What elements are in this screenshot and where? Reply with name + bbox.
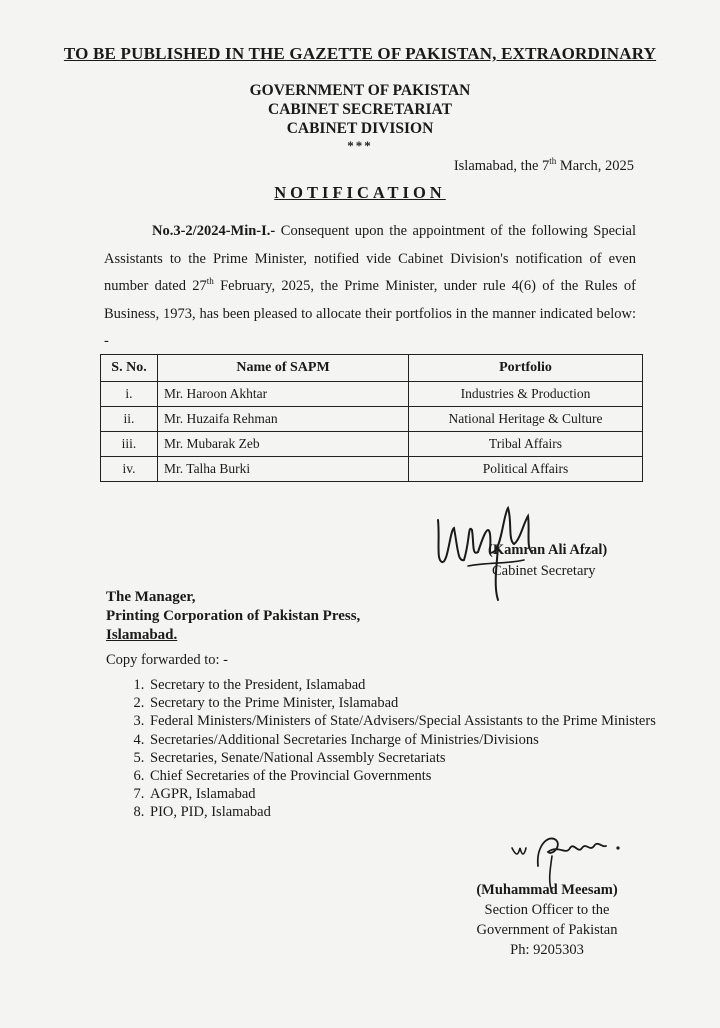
column-header-name: Name of SAPM bbox=[158, 355, 409, 382]
signatory-title-line-1: Section Officer to the bbox=[484, 902, 610, 918]
row-number: i. bbox=[101, 382, 158, 407]
reference-number: No.3-2/2024-Min-I.- bbox=[152, 223, 276, 239]
signatory-title: Cabinet Secretary bbox=[492, 563, 596, 579]
sapm-name: Mr. Talha Burki bbox=[158, 457, 409, 482]
row-number: ii. bbox=[101, 407, 158, 432]
sapm-name: Mr. Haroon Akhtar bbox=[158, 382, 409, 407]
division-heading: CABINET DIVISION bbox=[286, 120, 434, 137]
distribution-list bbox=[126, 676, 668, 822]
copy-forwarded-label: Copy forwarded to: - bbox=[106, 652, 229, 668]
addressee-line-1: The Manager, bbox=[106, 589, 196, 605]
signatory-name: (Kamran Ali Afzal) bbox=[488, 542, 608, 558]
list-item: 4. Secretaries/Additional Secretaries Incharge of Ministries/Divisions bbox=[148, 731, 668, 749]
table-header-row bbox=[101, 355, 643, 382]
list-item: 6. Chief Secretaries of the Provincial Governments bbox=[148, 767, 668, 785]
table-row bbox=[101, 457, 643, 482]
column-header-portfolio: Portfolio bbox=[409, 355, 643, 382]
notification-title: NOTIFICATION bbox=[274, 183, 446, 202]
portfolio-table bbox=[100, 354, 643, 482]
portfolio: Political Affairs bbox=[409, 457, 643, 482]
portfolio: National Heritage & Culture bbox=[409, 407, 643, 432]
list-item: 8. PIO, PID, Islamabad bbox=[148, 803, 668, 821]
portfolio: Industries & Production bbox=[409, 382, 643, 407]
list-item: 1. Secretary to the President, Islamabad bbox=[148, 676, 668, 694]
phone-number: Ph: 9205303 bbox=[510, 942, 584, 958]
sapm-name: Mr. Huzaifa Rehman bbox=[158, 407, 409, 432]
table-row bbox=[101, 382, 643, 407]
separator-stars: *** bbox=[347, 138, 373, 153]
column-header-sno: S. No. bbox=[101, 355, 158, 382]
table-row bbox=[101, 432, 643, 457]
sapm-name: Mr. Mubarak Zeb bbox=[158, 432, 409, 457]
signatory-name: (Muhammad Meesam) bbox=[476, 882, 618, 898]
list-item: 5. Secretaries, Senate/National Assembly Secretariats bbox=[148, 749, 668, 767]
section-officer-block bbox=[462, 880, 632, 960]
list-item: 2. Secretary to the Prime Minister, Islamabad bbox=[148, 694, 668, 712]
gazette-heading: TO BE PUBLISHED IN THE GAZETTE OF PAKISTAN, EXTRAORDINARY bbox=[63, 44, 657, 63]
row-number: iv. bbox=[101, 457, 158, 482]
addressee-block bbox=[106, 588, 360, 645]
notification-body: No.3-2/2024-Min-I.- Consequent upon the appointment of the following Special Assistants to the Prime Minister, notified vide Cabinet Division's notification of even number dated 27th February, 2025, the Prime Minister, under rule 4(6) of the Rules of Business, 1973, has been pleased to allocate their portfolios in the manner indicated below: - bbox=[104, 223, 636, 349]
secretariat-heading: CABINET SECRETARIAT bbox=[268, 101, 452, 118]
addressee-line-3: Islamabad. bbox=[106, 627, 178, 643]
government-heading: GOVERNMENT OF PAKISTAN bbox=[249, 82, 471, 99]
addressee-line-2: Printing Corporation of Pakistan Press, bbox=[106, 608, 361, 624]
portfolio: Tribal Affairs bbox=[409, 432, 643, 457]
row-number: iii. bbox=[101, 432, 158, 457]
table-row bbox=[101, 407, 643, 432]
dateline: Islamabad, the 7th March, 2025 bbox=[453, 156, 634, 174]
list-item: 7. AGPR, Islamabad bbox=[148, 785, 668, 803]
list-item: 3. Federal Ministers/Ministers of State/Advisers/Special Assistants to the Prime Ministers bbox=[148, 712, 668, 730]
signatory-title-line-2: Government of Pakistan bbox=[476, 922, 618, 938]
